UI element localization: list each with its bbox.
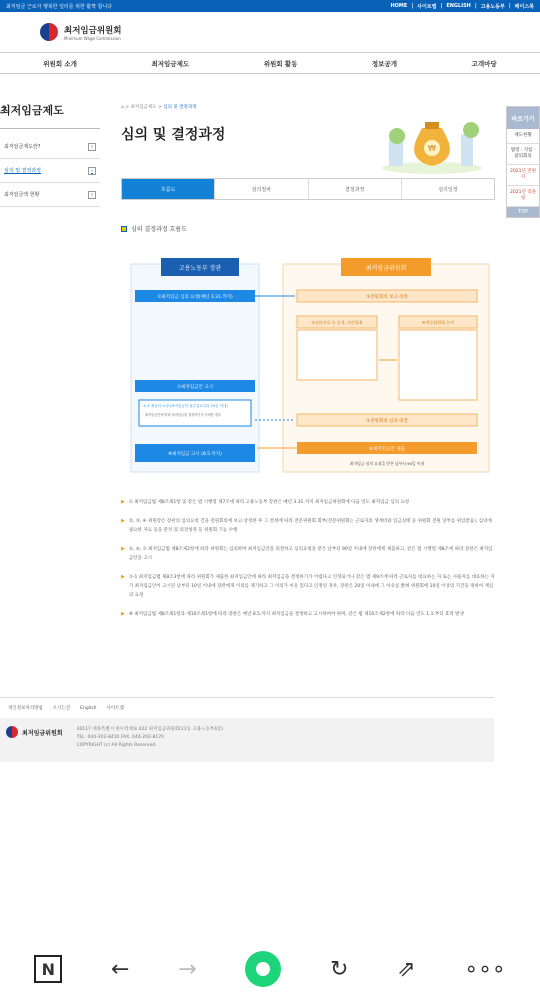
note-bullet-icon: ▶ xyxy=(121,574,125,580)
process-notes xyxy=(121,498,495,629)
flow-step-1: ①최저임금 심의 요청(매년 3.31.까지) xyxy=(157,295,233,300)
english-link[interactable]: ENGLISH xyxy=(446,2,471,9)
footer-link[interactable]: 오시는길 xyxy=(52,706,71,711)
quick-links xyxy=(506,106,540,218)
facebook-link[interactable]: 페이스북 xyxy=(514,3,534,10)
reload-icon[interactable]: ↻ xyxy=(330,956,349,982)
page-title: 심의 및 결정과정 xyxy=(121,127,226,143)
bullet-icon xyxy=(121,226,127,232)
home-link[interactable]: HOME xyxy=(390,2,408,9)
org-sub: Minimum Wage Commission xyxy=(64,35,121,41)
gnb-item[interactable]: 최저임금제도 xyxy=(151,59,190,68)
note-item: ▶ ⑧ 최저임금법 제8조제1항과 제10조제1항에 따라 장관은 매년 8.5.까지 최저임금을 결정하고 고시하여야 하며, 같은 법 제10조제2항에 따라 다음 연도 1.1.부터 효력 발생 xyxy=(121,611,464,617)
top-button[interactable]: TOP xyxy=(507,207,539,217)
flow-step-4: ④전문위원회 논의 xyxy=(422,320,454,325)
flow-step-7-1-desc: · 최저임금안에 따라 최저임금을 결정하기가 어려운 경우 xyxy=(143,413,221,417)
flow-step-2: ②전원회의 보고·상정 xyxy=(366,295,408,300)
footer-link[interactable]: 개인정보처리방침 xyxy=(8,706,43,711)
moel-link[interactable]: 고용노동부 xyxy=(480,3,505,10)
top-bar: 최저임금 근로자 행복한 일터를 위한 활짝 합니다 HOME | 사이트맵 | ENGLISH | 고용노동부 | 페이스북 xyxy=(0,0,540,12)
quick-link[interactable]: 법령 · 지침 · 참의회의 xyxy=(507,144,539,165)
gnb-item[interactable]: 정보공개 xyxy=(371,59,398,68)
flow-step-7: ⑦최저임금안 고시 xyxy=(177,385,213,390)
flow-right-head: 최저임금위원회 xyxy=(365,265,407,272)
tab-flowchart[interactable]: 흐름도 xyxy=(122,179,214,199)
local-nav xyxy=(0,102,100,207)
quick-link[interactable]: 제도현황 xyxy=(507,129,539,144)
site-footer xyxy=(0,697,494,762)
quick-links-head: 바로가기 xyxy=(507,107,539,129)
flow-step-3: ③심의자료 등 분석, 의견청취 xyxy=(311,320,363,325)
more-icon[interactable]: ∘∘∘ xyxy=(464,956,506,982)
footer-link[interactable]: 사이트맵 xyxy=(106,706,124,711)
browser-nav-bar xyxy=(0,934,540,1004)
share-icon[interactable]: ⇗ xyxy=(397,956,416,982)
footer-org-name: 최저임금위원회 xyxy=(22,729,63,737)
lnb-item-active[interactable] xyxy=(0,159,100,183)
quick-link[interactable]: 2021년 리플릿 xyxy=(507,186,539,207)
svg-text:₩: ₩ xyxy=(428,144,436,153)
forward-icon[interactable]: → xyxy=(178,956,197,982)
lnb-title: 최저임금제도 xyxy=(0,102,100,129)
section-title xyxy=(121,224,187,233)
tab-schedule[interactable]: 심의일정 xyxy=(401,179,494,199)
note-item: ▶ ⑤, ⑥, ⑦ 최저임금법 제8조제2항에 따라 위원회는 심의하여 최저임금안을 의결하고 심의요청을 받은 날부터 90일 이내에 장관에게 제출하고, 같은 법 시행령 제8조에 따라 장관은 최저임금안을 고시 xyxy=(121,546,493,561)
footer-link[interactable]: English xyxy=(80,705,97,711)
breadcrumb-item[interactable]: 최저임금제도 xyxy=(130,105,157,110)
green-dot-icon[interactable] xyxy=(245,951,281,987)
note-bullet-icon: ▶ xyxy=(121,499,125,505)
gnb-item[interactable]: 고객마당 xyxy=(471,59,497,68)
chevron-right-icon: › xyxy=(88,191,96,199)
flow-step-7-1: ⑦-1 재심의 요청 (최저임금안 접수일로부터 10일 이내) xyxy=(143,404,228,408)
gnb-item[interactable]: 위원회 활동 xyxy=(263,59,298,68)
note-item: ▶ ⑦-1 최저임금법 제8조3항에 따라 위원회가 제출한 최저임금안에 따라 최저임금을 결정하기가 어렵다고 인정되거나 같은 법 제9조에 따라 근로자를 대표하는 자 또는 사용자를 대표하는 자가 최저임금안이 고시된 날부터 10일 이내에 장관에게 이의를 제기하고 그 이의가 이유 있다고 인정된 경우, 장관은 20일 이내에 그 이유를 밝혀 위원회에 10일 이상의 기간을 정하여 재심의 요청 xyxy=(121,574,495,598)
breadcrumb-current: 심의 및 결정과정 xyxy=(163,105,197,110)
breadcrumb: ⌂ > 최저임금제도 > 심의 및 결정과정 xyxy=(121,105,197,110)
lnb-label: 최저임금제도란? xyxy=(4,144,41,150)
site-header xyxy=(0,12,540,52)
note-item: ▶ ① 최저임금법 제8조제1항 및 같은 법 시행령 제7조에 따라 고용노동부 장관은 매년 3.31.까지 최저임금위원회에 다음 연도 최저임금 심의 요청 xyxy=(121,499,410,505)
note-bullet-icon: ▶ xyxy=(121,518,125,524)
logo-icon xyxy=(6,726,18,738)
flow-step-6-desc: 최저임금 심의 요청을 받은 날부터 90일 이내 xyxy=(349,461,425,466)
flow-step-6: ⑥최저임금안 제출 xyxy=(369,447,405,452)
lnb-item[interactable] xyxy=(0,135,100,159)
gnb-item[interactable]: 위원회 소개 xyxy=(43,59,77,68)
sitemap-link[interactable]: 사이트맵 xyxy=(417,3,437,10)
tab-procedure[interactable]: 심의절차 xyxy=(214,179,307,199)
process-flowchart xyxy=(121,250,495,480)
lnb-label: 심의 및 결정과정 xyxy=(4,168,41,174)
quick-link[interactable]: 2021년 전원지 xyxy=(507,165,539,186)
money-bag-illustration xyxy=(377,110,487,174)
tab-bar xyxy=(121,178,495,200)
lnb-item[interactable] xyxy=(0,183,100,207)
flow-step-8: ⑧최저임금 고시 (8.5.까지) xyxy=(168,452,222,457)
footer-logo xyxy=(6,726,63,738)
footer-address: 30117 세종특별시 한누리대로 422 최저임금위원회(11동 고용노동부4층) TEL. 044-202-8410 FAX. 044-202-8170 COPYRIGHT (c) All Rights Reserved. xyxy=(76,727,224,748)
note-bullet-icon: ▶ xyxy=(121,611,125,617)
logo-icon[interactable] xyxy=(40,23,58,41)
flow-step-5: ⑤전원회의 심의·의결 xyxy=(366,419,408,424)
slogan: 최저임금 근로자 행복한 일터를 위한 활짝 합니다 xyxy=(6,3,113,10)
naver-icon[interactable]: N xyxy=(34,955,62,983)
chevron-right-icon: › xyxy=(88,143,96,151)
org-name[interactable]: 최저임금위원회 xyxy=(64,25,122,36)
lnb-label: 최저임금액 현황 xyxy=(4,192,40,198)
home-icon[interactable]: ⌂ xyxy=(121,105,124,110)
footer-links xyxy=(0,698,494,718)
flow-left-head: 고용노동부 장관 xyxy=(178,265,222,272)
global-nav xyxy=(0,52,540,74)
note-bullet-icon: ▶ xyxy=(121,546,125,552)
back-icon[interactable]: ← xyxy=(111,956,130,982)
note-item: ▶ ②, ③, ④ 위원장은 장관의 심의요청 건을 전원회의에 보고·상정한 후 그 결정에 따라 전문위원회 회부(전문위원회는 근로자의 생계비와 임금실태 등 위원회 전원 일부를 위임받음), 심의에 필요한 자료 등을 분석 및 의견청취 등 위원회 기능 수행 xyxy=(121,518,492,533)
chevron-right-icon: › xyxy=(88,167,96,175)
main-content xyxy=(121,104,495,617)
footer-body xyxy=(0,718,494,762)
tab-decision[interactable]: 결정과정 xyxy=(308,179,401,199)
section-title-text: 심의 결정과정 흐름도 xyxy=(131,226,187,233)
